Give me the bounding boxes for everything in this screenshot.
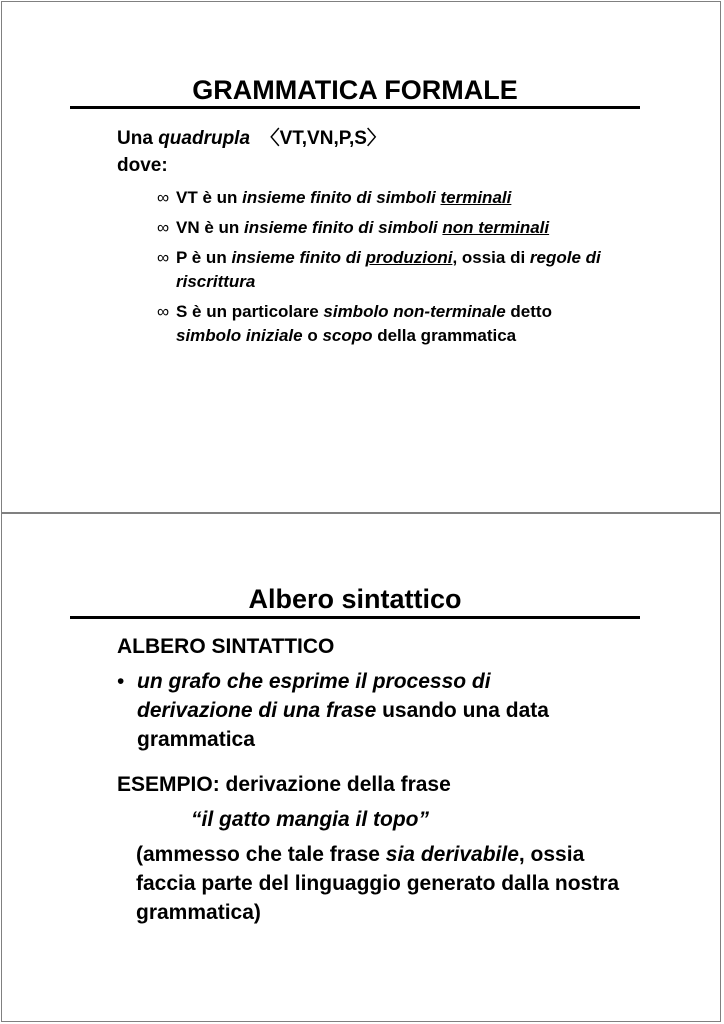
list-item [157,246,602,294]
example-sentence [191,805,429,834]
item-text: S è un particolare [176,302,324,321]
item-italic: simbolo non-terminale [323,302,506,321]
note-text: (ammesso che tale frase [136,843,386,866]
example-note [136,840,626,927]
infinity-bullet-icon: ∞ [157,248,170,267]
intro-tuple: 〈VT,VN,P,S〉 [260,128,386,149]
list-item [157,186,602,210]
intro-dove: dove: [117,155,168,176]
item-text: VN è un [176,218,245,237]
title-divider [70,106,640,109]
definition-italic: un grafo che esprime il processo di derivazione di una frase [137,670,491,722]
item-text: della grammatica [372,326,517,345]
infinity-bullet-icon: ∞ [157,302,170,321]
bullet-definition [117,667,557,754]
item-text: VT è un [176,188,243,207]
slide-title: Albero sintattico [248,584,462,614]
bullet-icon: • [117,670,125,693]
list-item [157,216,602,240]
item-text: , ossia di [452,248,530,267]
item-underlined: terminali [440,188,512,207]
note-text: , ossia faccia parte del linguaggio generato dalla nostra grammatica) [136,843,620,924]
example-label: ESEMPIO: derivazione della frase [117,773,451,796]
item-underlined: non terminali [442,218,550,237]
item-text: P è un [176,248,232,267]
intro-prefix: Una [117,128,153,149]
item-italic: scopo [322,326,373,345]
intro-italic: quadrupla [158,128,251,149]
infinity-bullet-icon: ∞ [157,218,170,237]
section-heading: ALBERO SINTATTICO [117,635,335,658]
title-divider [70,616,640,619]
item-italic: insieme finito di simboli [244,218,443,237]
slide-grammatica-formale [1,1,721,513]
note-italic: sia derivabile [385,843,519,866]
item-text: o [302,326,323,345]
item-italic: simbolo iniziale [176,326,303,345]
item-text: detto [505,302,552,321]
slide-albero-sintattico [1,513,721,1022]
item-underlined: produzioni [365,248,453,267]
definition-rest: usando una data grammatica [137,699,549,751]
slide-title: GRAMMATICA FORMALE [192,75,518,105]
example-quote: “il gatto mangia il topo” [191,808,429,831]
intro-line [117,126,386,152]
list-item [157,300,602,348]
definition-list [157,186,602,354]
item-italic: regole di riscrittura [176,248,601,291]
infinity-bullet-icon: ∞ [157,188,170,207]
item-italic: insieme finito di simboli [242,188,441,207]
item-italic: insieme finito di [231,248,366,267]
